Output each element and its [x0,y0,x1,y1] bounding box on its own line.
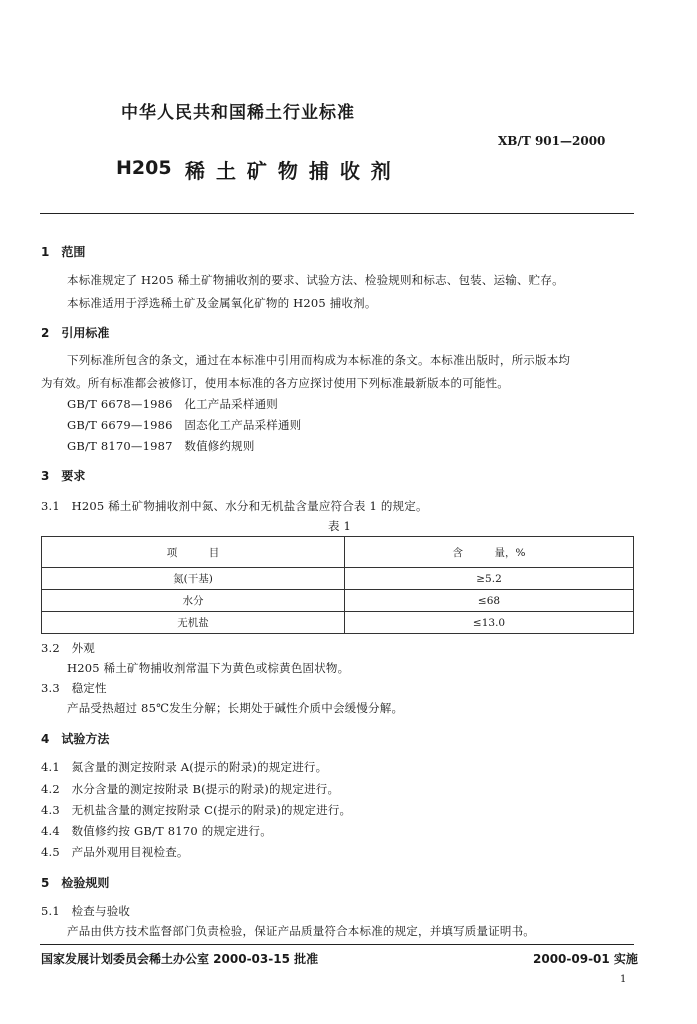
section-1-heading: 1 范围 [41,245,86,259]
reference-standard: GB/T 8170—1987 数值修约规则 [67,439,255,453]
reference-standard: GB/T 6679—1986 固态化工产品采样通则 [67,418,302,432]
standard-code: XB/T 901—2000 [498,134,606,148]
table-row [42,590,634,612]
clause-4-1: 4.1 氮含量的测定按附录 A(提示的附录)的规定进行。 [41,760,328,774]
clause-4-5: 4.5 产品外观用目视检查。 [41,845,189,859]
clause-3-3-text: 产品受热超过 85℃发生分解；长期处于碱性介质中会缓慢分解。 [67,701,404,715]
section-2-paragraph-line-2: 为有效。所有标准都会被修订，使用本标准的各方应探讨使用下列标准最新版本的可能性。 [41,376,509,390]
clause-5-1-title: 5.1 检查与验收 [41,904,131,918]
table-header-value: 含 量，% [345,537,634,568]
table-cell-item: 无机盐 [42,612,345,634]
standard-organization: 中华人民共和国稀土行业标准 [121,103,355,123]
requirements-table [41,536,634,634]
table-row [42,612,634,634]
table-cell-value: ≤13.0 [345,612,634,634]
section-1-paragraph-1: 本标准规定了 H205 稀土矿物捕收剂的要求、试验方法、检验规则和标志、包装、运输、贮存。 [67,273,564,287]
section-1-paragraph-2: 本标准适用于浮选稀土矿及金属氧化矿物的 H205 捕收剂。 [67,296,377,310]
section-2-heading: 2 引用标准 [41,326,110,340]
implementation-date: 2000-09-01 实施 [533,952,638,966]
document-title-code: H205 [116,157,172,179]
clause-4-2: 4.2 水分含量的测定按附录 B(提示的附录)的规定进行。 [41,782,340,796]
table-caption: 表 1 [328,519,352,533]
table-cell-item: 水分 [42,590,345,612]
clause-5-1-text: 产品由供方技术监督部门负责检验，保证产品质量符合本标准的规定，并填写质量证明书。 [67,924,535,938]
table-cell-item: 氮(干基) [42,568,345,590]
section-4-heading: 4 试验方法 [41,732,110,746]
page-number: 1 [620,974,627,985]
table-row [42,568,634,590]
table-header-row [42,537,634,568]
table-header-item: 项 目 [42,537,345,568]
section-3-heading: 3 要求 [41,469,86,483]
document-title: 稀 土 矿 物 捕 收 剂 [185,159,393,183]
table-cell-value: ≥5.2 [345,568,634,590]
clause-4-3: 4.3 无机盐含量的测定按附录 C(提示的附录)的规定进行。 [41,803,352,817]
clause-3-3-title: 3.3 稳定性 [41,681,107,695]
header-divider [40,213,634,214]
section-5-heading: 5 检验规则 [41,876,110,890]
clause-3-2-text: H205 稀土矿物捕收剂常温下为黄色或棕黄色固状物。 [67,661,350,675]
footer-divider [40,944,634,945]
section-2-paragraph-line-1: 下列标准所包含的条文，通过在本标准中引用而构成为本标准的条文。本标准出版时，所示版本均 [67,353,571,367]
clause-4-4: 4.4 数值修约按 GB/T 8170 的规定进行。 [41,824,272,838]
approval-statement: 国家发展计划委员会稀土办公室 2000-03-15 批准 [41,952,319,966]
table-cell-value: ≤68 [345,590,634,612]
clause-3-1: 3.1 H205 稀土矿物捕收剂中氮、水分和无机盐含量应符合表 1 的规定。 [41,499,428,513]
clause-3-2-title: 3.2 外观 [41,641,95,655]
reference-standard: GB/T 6678—1986 化工产品采样通则 [67,397,278,411]
